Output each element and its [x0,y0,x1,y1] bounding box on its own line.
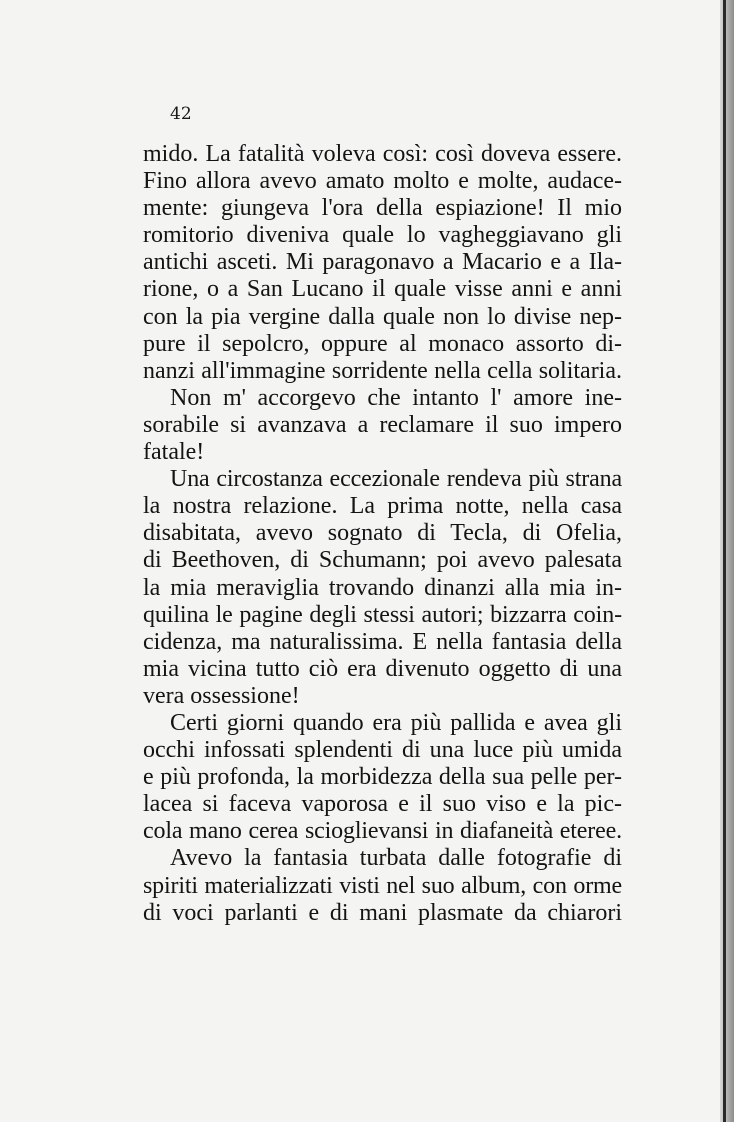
text-line: rione, o a San Lucano il quale visse anni e anni [143,276,622,303]
text-line: mido. La fatalità voleva così: così doveva essere. [143,141,622,167]
text-line: con la pia vergine dalla quale non lo divise nep- [143,303,622,330]
page-number: 42 [170,104,192,124]
text-line: di voci parlanti e di mani plasmate da chiarori [143,899,622,926]
text-line: Avevo la fantasia turbata dalle fotografie di [170,845,622,872]
text-line: mia vicina tutto ciò era divenuto oggetto di una [143,655,622,682]
text-line: Fino allora avevo amato molto e molte, audace- [143,168,622,195]
text-line: spiriti materializzati visti nel suo album, con orme [143,872,622,899]
text-line: mente: giungeva l'ora della espiazione! Il mio [143,195,622,222]
text-line: la mia meraviglia trovando dinanzi alla mia in- [143,574,622,601]
text-line: fatale! [143,439,205,466]
text-line: occhi infossati splendenti di una luce più umida [143,737,622,764]
page-edge-line [723,0,726,1122]
text-line: e più profonda, la morbidezza della sua pelle per- [143,764,622,791]
text-line: Certi giorni quando era più pallida e avea gli [170,709,622,736]
text-line: Una circostanza eccezionale rendeva più strana [170,466,622,493]
text-line: di Beethoven, di Schumann; poi avevo palesata [143,547,622,574]
body-text [143,141,622,927]
text-line: disabitata, avevo sognato di Tecla, di Ofelia, [143,520,622,547]
text-line: sorabile si avanzava a reclamare il suo impero [143,411,622,438]
text-line: cola mano cerea scioglievansi in diafaneità eteree. [143,818,622,845]
text-line: quilina le pagine degli stessi autori; bizzarra coin- [143,601,622,628]
text-line: Non m' accorgevo che intanto l' amore ine- [170,384,622,411]
text-line: pure il sepolcro, oppure al monaco assorto di- [143,330,622,357]
text-line: cidenza, ma naturalissima. E nella fantasia della [143,628,622,655]
text-line: vera ossessione! [143,682,300,709]
text-line: romitorio diveniva quale lo vagheggiavano gli [143,222,622,249]
text-line: nanzi all'immagine sorridente nella cella solitaria. [143,357,622,384]
text-line: lacea si faceva vaporosa e il suo viso e la pic- [143,791,622,818]
text-line: antichi asceti. Mi paragonavo a Macario e a Ila- [143,249,622,276]
text-line: la nostra relazione. La prima notte, nella casa [143,493,622,520]
